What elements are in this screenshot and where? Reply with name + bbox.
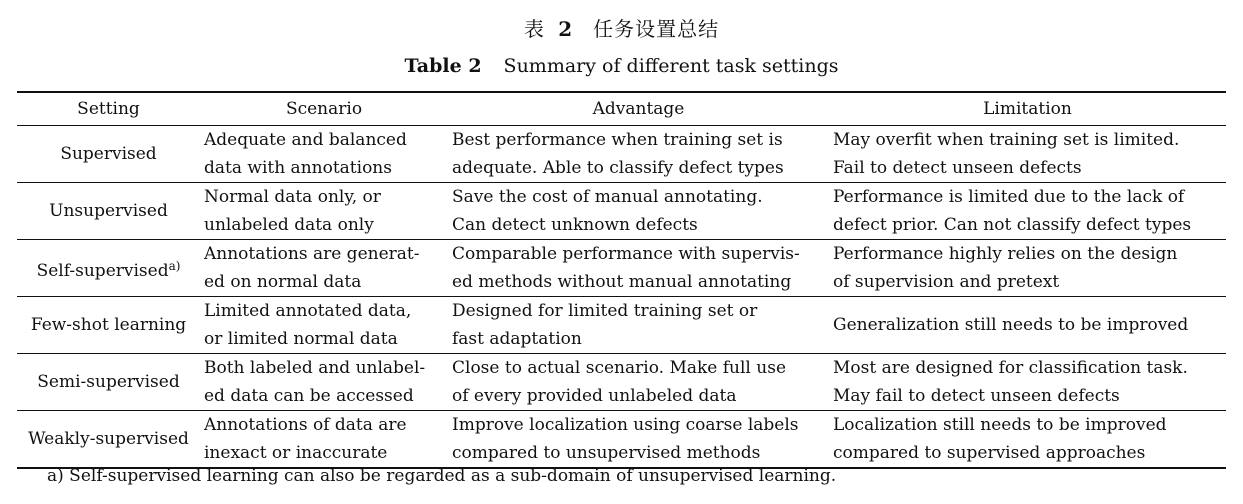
header-advantage: Advantage xyxy=(592,99,685,119)
cell-setting xyxy=(17,354,200,411)
table-row xyxy=(17,126,1226,183)
setting-name: Self-supervised xyxy=(36,260,169,281)
advantage-line: Close to actual scenario. Make full use xyxy=(452,358,787,378)
caption-cn-text: 任务设置总结 xyxy=(593,17,720,41)
scenario-line: unlabeled data only xyxy=(204,215,374,235)
table-row xyxy=(17,183,1226,240)
advantage-line: of every provided unlabeled data xyxy=(452,386,737,406)
caption-chinese xyxy=(0,14,1243,44)
table-row xyxy=(17,354,1226,411)
table-header-row xyxy=(17,92,1226,126)
scenario-line: inexact or inaccurate xyxy=(204,443,388,463)
limitation-line: May overfit when training set is limited. xyxy=(833,130,1180,150)
cell-limitation xyxy=(829,411,1226,469)
scenario-line: Annotations are generat- xyxy=(204,244,420,264)
scenario-line: data with annotations xyxy=(204,158,392,178)
cell-setting xyxy=(17,126,200,183)
table-row xyxy=(17,240,1226,297)
advantage-line: fast adaptation xyxy=(452,329,582,349)
cell-limitation xyxy=(829,354,1226,411)
setting-name: Few-shot learning xyxy=(30,315,187,335)
caption-en-label: Table 2 xyxy=(404,55,482,77)
limitation-line: Performance highly relies on the design xyxy=(833,244,1178,264)
advantage-line: Designed for limited training set or xyxy=(452,301,758,321)
cell-advantage xyxy=(448,240,829,297)
table-row xyxy=(17,411,1226,469)
scenario-line: ed data can be accessed xyxy=(204,386,414,406)
cell-advantage xyxy=(448,354,829,411)
table-body xyxy=(17,126,1226,469)
footnote-marker: a) xyxy=(168,258,181,273)
header-limitation: Limitation xyxy=(983,99,1072,119)
cell-limitation xyxy=(829,126,1226,183)
cell-advantage xyxy=(448,126,829,183)
cell-scenario xyxy=(200,126,448,183)
header-setting: Setting xyxy=(77,99,140,119)
limitation-line: defect prior. Can not classify defect types xyxy=(833,215,1192,235)
limitation-line: of supervision and pretext xyxy=(833,272,1060,292)
table-footnote: a) Self-supervised learning can also be regarded as a sub-domain of unsupervised learning. xyxy=(47,466,837,486)
caption-cn-number: 2 xyxy=(558,17,574,41)
advantage-line: compared to unsupervised methods xyxy=(452,443,761,463)
advantage-line: adequate. Able to classify defect types xyxy=(452,158,784,178)
cell-advantage xyxy=(448,183,829,240)
cell-scenario xyxy=(200,411,448,469)
limitation-line: Most are designed for classification task. xyxy=(833,358,1188,378)
cell-setting xyxy=(17,297,200,354)
caption-english xyxy=(0,52,1243,80)
cell-scenario xyxy=(200,240,448,297)
scenario-line: Limited annotated data, xyxy=(204,301,412,321)
cell-setting xyxy=(17,240,200,297)
scenario-line: or limited normal data xyxy=(204,329,398,349)
scenario-line: Adequate and balanced xyxy=(204,130,407,150)
settings-table xyxy=(17,91,1226,469)
cell-limitation xyxy=(829,240,1226,297)
cell-limitation xyxy=(829,183,1226,240)
caption-en-text: Summary of different task settings xyxy=(503,55,839,77)
cell-advantage xyxy=(448,411,829,469)
cell-setting xyxy=(17,183,200,240)
setting-name: Semi-supervised xyxy=(37,372,180,392)
advantage-line: Best performance when training set is xyxy=(452,130,783,150)
caption-cn-prefix: 表 xyxy=(523,17,545,41)
limitation-line: compared to supervised approaches xyxy=(833,443,1146,463)
cell-scenario xyxy=(200,183,448,240)
header-scenario: Scenario xyxy=(285,99,363,119)
limitation-line: Fail to detect unseen defects xyxy=(833,158,1082,178)
cell-setting xyxy=(17,411,200,469)
limitation-line: Generalization still needs to be improved xyxy=(833,315,1189,335)
cell-scenario xyxy=(200,297,448,354)
advantage-line: Improve localization using coarse labels xyxy=(452,415,799,435)
cell-scenario xyxy=(200,354,448,411)
cell-advantage xyxy=(448,297,829,354)
setting-name: Supervised xyxy=(60,144,157,164)
scenario-line: Annotations of data are xyxy=(204,415,407,435)
advantage-line: Save the cost of manual annotating. xyxy=(452,187,763,207)
scenario-line: ed on normal data xyxy=(204,272,362,292)
setting-name: Unsupervised xyxy=(49,201,168,221)
scenario-line: Both labeled and unlabel- xyxy=(204,358,426,378)
scenario-line: Normal data only, or xyxy=(204,187,381,207)
advantage-line: ed methods without manual annotating xyxy=(452,272,792,292)
limitation-line: Performance is limited due to the lack of xyxy=(833,187,1185,207)
cell-limitation xyxy=(829,297,1226,354)
limitation-line: Localization still needs to be improved xyxy=(833,415,1167,435)
setting-name: Weakly-supervised xyxy=(28,429,189,449)
advantage-line: Can detect unknown defects xyxy=(452,215,698,235)
table-row xyxy=(17,297,1226,354)
limitation-line: May fail to detect unseen defects xyxy=(833,386,1120,406)
advantage-line: Comparable performance with supervis- xyxy=(452,244,800,264)
